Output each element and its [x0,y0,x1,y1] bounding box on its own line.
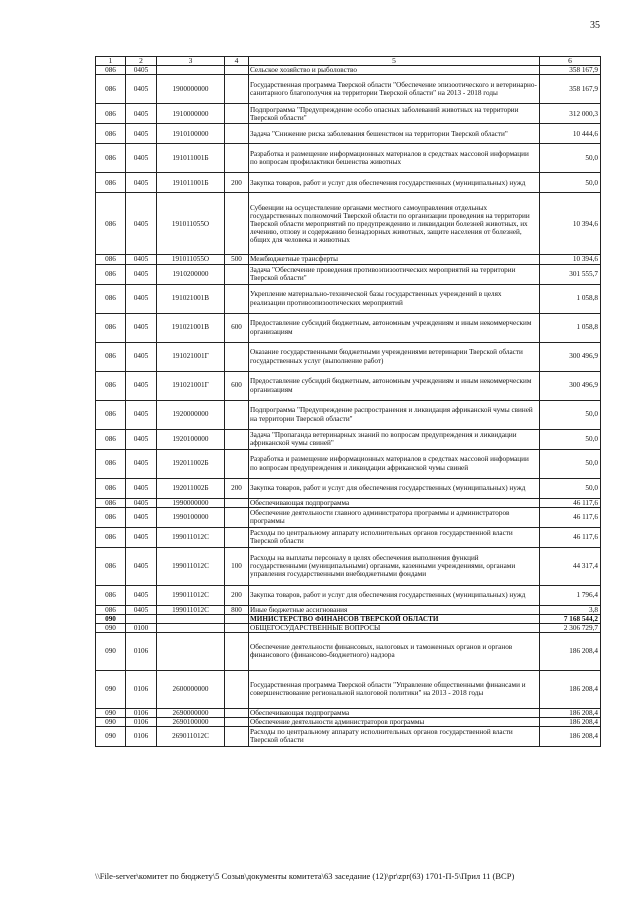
cell-c6: 186 208,4 [540,717,601,726]
table-row [96,478,601,498]
cell-c2: 0106 [126,670,157,708]
cell-c4 [225,623,249,632]
table-row [96,124,601,144]
cell-c3: 191021001Г [157,371,225,400]
cell-c1: 086 [96,144,126,173]
cell-c2: 0405 [126,449,157,478]
cell-c5: Обеспечивающая подпрограмма [249,498,540,507]
cell-c2: 0405 [126,429,157,449]
cell-c2: 0405 [126,605,157,614]
cell-c4: 200 [225,585,249,605]
table-row [96,144,601,173]
table-row [96,173,601,193]
cell-c2: 0405 [126,507,157,527]
cell-c3: 199011012С [157,585,225,605]
cell-c5: Субвенции на осуществление органами местного самоуправления отдельных государственных полномочий Тверской области по организации проведения на территории Тверской области мероприятий по предупреждению и ликвидации болезней животных, их лечению, отлову и содержанию безнадзорных животных, защите населения от болезней, общих для человека и животных [249,193,540,255]
cell-c3: 191011001Б [157,144,225,173]
cell-c6: 10 444,6 [540,124,601,144]
cell-c1: 086 [96,173,126,193]
cell-c6: 1 796,4 [540,585,601,605]
cell-c1: 086 [96,124,126,144]
cell-c5: Закупка товаров, работ и услуг для обеспечения государственных (муниципальных) нужд [249,478,540,498]
cell-c4 [225,124,249,144]
cell-c1: 086 [96,104,126,124]
cell-c1: 090 [96,632,126,670]
cell-c3: 191021001В [157,313,225,342]
cell-c2: 0405 [126,66,157,75]
cell-c2: 0405 [126,284,157,313]
table-row [96,449,601,478]
cell-c4 [225,614,249,623]
cell-c3: 2690100000 [157,717,225,726]
cell-c4 [225,632,249,670]
file-path-footer: \\File-server\комитет по бюджету\5 Созыв\документы комитета\63 заседание (12)\pr\zpr(63) 1701-П-5\Прил 11 (ВСР) [95,871,515,881]
cell-c2: 0405 [126,255,157,264]
table-row [96,670,601,708]
cell-c3: 1910100000 [157,124,225,144]
header-row [96,57,601,66]
cell-c4 [225,75,249,104]
cell-c1: 086 [96,478,126,498]
cell-c4 [225,717,249,726]
cell-c1: 090 [96,614,126,623]
cell-c6: 300 496,9 [540,371,601,400]
cell-c3: 1990100000 [157,507,225,527]
cell-c3: 269011012С [157,726,225,746]
cell-c2: 0405 [126,173,157,193]
cell-c2: 0405 [126,144,157,173]
cell-c2: 0106 [126,708,157,717]
cell-c6: 7 168 544,2 [540,614,601,623]
col-header-5: 5 [249,57,540,66]
cell-c1: 086 [96,400,126,429]
table-row [96,632,601,670]
table-body [96,66,601,747]
cell-c5: Иные бюджетные ассигнования [249,605,540,614]
cell-c2: 0405 [126,264,157,284]
cell-c6: 300 496,9 [540,342,601,371]
cell-c2: 0100 [126,623,157,632]
cell-c3 [157,66,225,75]
cell-c2: 0405 [126,193,157,255]
cell-c5: МИНИСТЕРСТВО ФИНАНСОВ ТВЕРСКОЙ ОБЛАСТИ [249,614,540,623]
cell-c1: 086 [96,66,126,75]
cell-c5: Расходы по центральному аппарату исполнительных органов государственной власти Тверской области [249,527,540,547]
cell-c6: 186 208,4 [540,670,601,708]
cell-c5: Расходы по центральному аппарату исполнительных органов государственной власти Тверской области [249,726,540,746]
cell-c6: 50,0 [540,449,601,478]
cell-c6: 10 394,6 [540,193,601,255]
cell-c3 [157,623,225,632]
cell-c3: 2690000000 [157,708,225,717]
table-row [96,66,601,75]
cell-c4 [225,104,249,124]
cell-c6: 186 208,4 [540,708,601,717]
cell-c3: 199011012С [157,605,225,614]
cell-c5: Обеспечивающая подпрограмма [249,708,540,717]
cell-c5: Предоставление субсидий бюджетным, автономным учреждениям и иным некоммерческим организациям [249,313,540,342]
cell-c4: 200 [225,173,249,193]
cell-c6: 2 306 729,7 [540,623,601,632]
cell-c6: 312 000,3 [540,104,601,124]
cell-c6: 44 317,4 [540,547,601,585]
cell-c5: Закупка товаров, работ и услуг для обеспечения государственных (муниципальных) нужд [249,173,540,193]
cell-c1: 086 [96,429,126,449]
budget-table [95,56,601,747]
cell-c3: 192011002Б [157,449,225,478]
cell-c2: 0405 [126,585,157,605]
cell-c4: 600 [225,371,249,400]
cell-c6: 186 208,4 [540,726,601,746]
cell-c5: Задача "Пропаганда ветеринарных знаний по вопросам предупреждения и ликвидации африканской чумы свиней" [249,429,540,449]
cell-c4 [225,507,249,527]
cell-c4 [225,726,249,746]
cell-c1: 086 [96,507,126,527]
cell-c6: 46 117,6 [540,498,601,507]
cell-c4 [225,708,249,717]
cell-c3: 1910000000 [157,104,225,124]
cell-c6: 50,0 [540,173,601,193]
cell-c3: 192011002Б [157,478,225,498]
cell-c6: 50,0 [540,144,601,173]
cell-c1: 086 [96,605,126,614]
cell-c5: Оказание государственными бюджетными учреждениями ветеринарии Тверской области государственных услуг (выполнение работ) [249,342,540,371]
cell-c3: 1920100000 [157,429,225,449]
cell-c1: 086 [96,264,126,284]
cell-c3: 191021001В [157,284,225,313]
cell-c3: 191011055О [157,193,225,255]
table-row [96,527,601,547]
col-header-4: 4 [225,57,249,66]
cell-c5: Разработка и размещение информационных материалов в средствах массовой информации по вопросам профилактики бешенства животных [249,144,540,173]
cell-c2: 0405 [126,478,157,498]
cell-c1: 086 [96,547,126,585]
cell-c2: 0405 [126,104,157,124]
table-row [96,498,601,507]
cell-c4 [225,342,249,371]
cell-c1: 086 [96,371,126,400]
cell-c1: 086 [96,342,126,371]
cell-c3 [157,614,225,623]
cell-c1: 086 [96,284,126,313]
table-row [96,342,601,371]
table-row [96,614,601,623]
table-row [96,371,601,400]
table-row [96,400,601,429]
cell-c4 [225,144,249,173]
cell-c6: 1 058,8 [540,313,601,342]
cell-c3 [157,632,225,670]
cell-c1: 086 [96,585,126,605]
cell-c5: Подпрограмма "Предупреждение распространения и ликвидация африканской чумы свиней на территории Тверской области" [249,400,540,429]
table-row [96,264,601,284]
cell-c5: Государственная программа Тверской области "Управление общественными финансами и совершенствование региональной налоговой политики" на 2013 - 2018 годы [249,670,540,708]
cell-c2 [126,614,157,623]
cell-c5: Предоставление субсидий бюджетным, автономным учреждениям и иным некоммерческим организациям [249,371,540,400]
cell-c6: 186 208,4 [540,632,601,670]
cell-c1: 086 [96,193,126,255]
cell-c2: 0405 [126,547,157,585]
cell-c2: 0405 [126,342,157,371]
cell-c3: 1910200000 [157,264,225,284]
cell-c2: 0106 [126,726,157,746]
cell-c3: 199011012С [157,547,225,585]
table-row [96,726,601,746]
col-header-3: 3 [157,57,225,66]
cell-c1: 086 [96,449,126,478]
cell-c5: Государственная программа Тверской области "Обеспечение эпизоотического и ветеринарно-санитарного благополучия на территории Тверской области" на 2013 - 2018 годы [249,75,540,104]
cell-c1: 086 [96,255,126,264]
cell-c4: 500 [225,255,249,264]
cell-c3: 191011055О [157,255,225,264]
cell-c4 [225,264,249,284]
cell-c4 [225,193,249,255]
cell-c1: 090 [96,717,126,726]
cell-c3: 1920000000 [157,400,225,429]
cell-c2: 0405 [126,124,157,144]
page-number: 35 [590,20,600,31]
cell-c5: Обеспечение деятельности администраторов программы [249,717,540,726]
table-row [96,585,601,605]
cell-c5: Разработка и размещение информационных материалов в средствах массовой информации по вопросам предупреждения и ликвидации африканской чумы свиней [249,449,540,478]
cell-c3: 1990000000 [157,498,225,507]
cell-c4: 100 [225,547,249,585]
cell-c4 [225,527,249,547]
cell-c6: 50,0 [540,429,601,449]
col-header-2: 2 [126,57,157,66]
cell-c5: Подпрограмма "Предупреждение особо опасных заболеваний животных на территории Тверской области" [249,104,540,124]
cell-c6: 46 117,6 [540,507,601,527]
table-row [96,284,601,313]
cell-c5: Обеспечение деятельности главного администратора программы и администраторов программы [249,507,540,527]
table-row [96,255,601,264]
cell-c6: 358 167,9 [540,75,601,104]
cell-c3: 1900000000 [157,75,225,104]
cell-c4 [225,284,249,313]
cell-c2: 0405 [126,400,157,429]
cell-c6: 50,0 [540,478,601,498]
cell-c4 [225,66,249,75]
cell-c6: 50,0 [540,400,601,429]
cell-c2: 0106 [126,632,157,670]
cell-c6: 301 555,7 [540,264,601,284]
table-row [96,313,601,342]
cell-c4: 600 [225,313,249,342]
cell-c5: Сельское хозяйство и рыболовство [249,66,540,75]
cell-c4 [225,670,249,708]
cell-c3: 199011012С [157,527,225,547]
table-row [96,717,601,726]
cell-c3: 191011001Б [157,173,225,193]
col-header-1: 1 [96,57,126,66]
col-header-6: 6 [540,57,601,66]
cell-c5: Межбюджетные трансферты [249,255,540,264]
cell-c1: 086 [96,75,126,104]
cell-c1: 090 [96,726,126,746]
table-row [96,623,601,632]
cell-c1: 086 [96,498,126,507]
cell-c1: 086 [96,313,126,342]
cell-c2: 0405 [126,498,157,507]
cell-c4 [225,400,249,429]
cell-c4 [225,449,249,478]
cell-c3: 2600000000 [157,670,225,708]
cell-c1: 090 [96,708,126,717]
cell-c6: 46 117,6 [540,527,601,547]
cell-c6: 3,8 [540,605,601,614]
cell-c2: 0405 [126,313,157,342]
cell-c5: ОБЩЕГОСУДАРСТВЕННЫЕ ВОПРОСЫ [249,623,540,632]
cell-c4 [225,498,249,507]
cell-c2: 0106 [126,717,157,726]
cell-c2: 0405 [126,527,157,547]
cell-c5: Задача "Обеспечение проведения противоэпизоотических мероприятий на территории Тверской области" [249,264,540,284]
cell-c6: 358 167,9 [540,66,601,75]
cell-c3: 191021001Г [157,342,225,371]
cell-c5: Закупка товаров, работ и услуг для обеспечения государственных (муниципальных) нужд [249,585,540,605]
cell-c6: 10 394,6 [540,255,601,264]
cell-c5: Обеспечение деятельности финансовых, налоговых и таможенных органов и органов финансового (финансово-бюджетного) надзора [249,632,540,670]
cell-c5: Укрепление материально-технической базы государственных учреждений в целях реализации противоэпизоотических мероприятий [249,284,540,313]
cell-c6: 1 058,8 [540,284,601,313]
cell-c5: Задача "Снижение риска заболевания бешенством на территории Тверской области" [249,124,540,144]
table-row [96,507,601,527]
cell-c2: 0405 [126,371,157,400]
cell-c2: 0405 [126,75,157,104]
table-row [96,104,601,124]
cell-c1: 090 [96,623,126,632]
table-row [96,708,601,717]
cell-c4: 800 [225,605,249,614]
table-row [96,605,601,614]
table-row [96,75,601,104]
table-row [96,547,601,585]
table-row [96,429,601,449]
cell-c5: Расходы на выплаты персоналу в целях обеспечения выполнения функций государственными (муниципальными) органами, казенными учреждениями, органами управления государственными внебюджетными фондами [249,547,540,585]
cell-c1: 090 [96,670,126,708]
cell-c1: 086 [96,527,126,547]
table-row [96,193,601,255]
cell-c4 [225,429,249,449]
cell-c4: 200 [225,478,249,498]
